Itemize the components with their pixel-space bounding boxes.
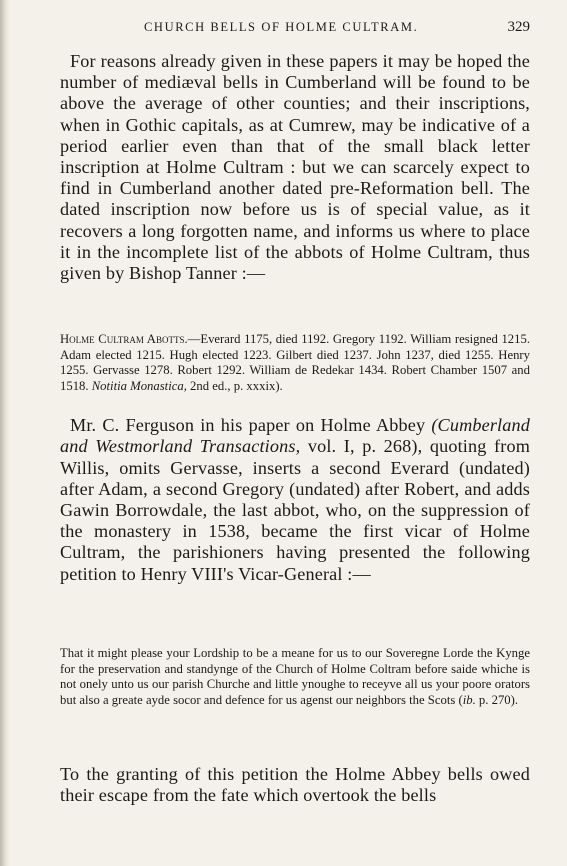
running-head	[60, 14, 530, 44]
petition-citation-ib: ib.	[462, 692, 476, 707]
quoted-petition	[60, 646, 530, 708]
book-gutter-shadow	[0, 0, 10, 866]
abbots-list-text: —Everard 1175, died 1192. Gregory 1192. William resigned 1215. Adam elected 1215. Hugh elected 1223. Gilbert died 1237. John 1237, died 1255. Henry 1255. Gervasse 1278. Robert 1292. William de Redekar 1434. Robert Chamber 1507 and 1518.	[60, 332, 530, 393]
petition-text: That it might please your Lordship to be a meane for us to our Soveregne Lorde the Kynge for the preservation and standynge of the Church of Holme Coltram before saide whiche is not onely unto us our parish Churche and little ynoughe to receyve all us your poore orators but also a greate ayde socor and defence for us agenst our neighbors the Scots	[60, 646, 530, 707]
page-number: 329	[507, 19, 530, 35]
book-page	[60, 14, 530, 806]
ferguson-body: vol. I, p. 268), quoting from Willis, omits Gervasse, inserts a second Everard (undated) after Adam, a second Gregory (undated) after Robert, and adds Gawin Borrowdale, the last abbot, who, on the suppression of the monastery in 1538, became the first vicar of Holme Cultram, the parishioners having presented the following petition to Henry VIII's Vicar-General :—	[60, 436, 530, 584]
footnote-abbots-list	[60, 332, 530, 394]
paragraph-ferguson	[60, 415, 530, 585]
ferguson-journal-title: (Cumberland and Westmorland Transactions,	[60, 415, 530, 457]
paragraph-bells-escape: To the granting of this petition the Holme Abbey bells owed their escape from the fate which overtook the bells	[60, 764, 530, 806]
abbots-list-source-title: Notitia Monastica,	[91, 378, 187, 393]
abbots-list-label: Holme Cultram Abotts.	[60, 332, 188, 346]
petition-citation-rest: p. 270).	[478, 692, 519, 707]
paragraph-bells-inscriptions: For reasons already given in these papers it may be hoped the number of mediæval bells in Cumberland will be found to be above the average of other counties; and their inscriptions, when in Gothic capitals, as at Cumrew, may be indicative of a period earlier even than that of the small black letter inscription at Holme Cultram : but we can scarcely expect to find in Cumberland another dated pre-Reformation bell. The dated inscription now before us is of special value, as it recovers a long forgotten name, and informs us where to place it in the incomplete list of the abbots of Holme Cultram, thus given by Bishop Tanner :—	[60, 51, 530, 284]
running-head-title: CHURCH BELLS OF HOLME CULTRAM.	[144, 20, 419, 34]
ferguson-intro: Mr. C. Ferguson in his paper on Holme Abbey	[70, 415, 426, 436]
abbots-list-source-detail: 2nd ed., p. xxxix).	[190, 378, 283, 393]
petition-citation-open: (	[458, 692, 463, 707]
